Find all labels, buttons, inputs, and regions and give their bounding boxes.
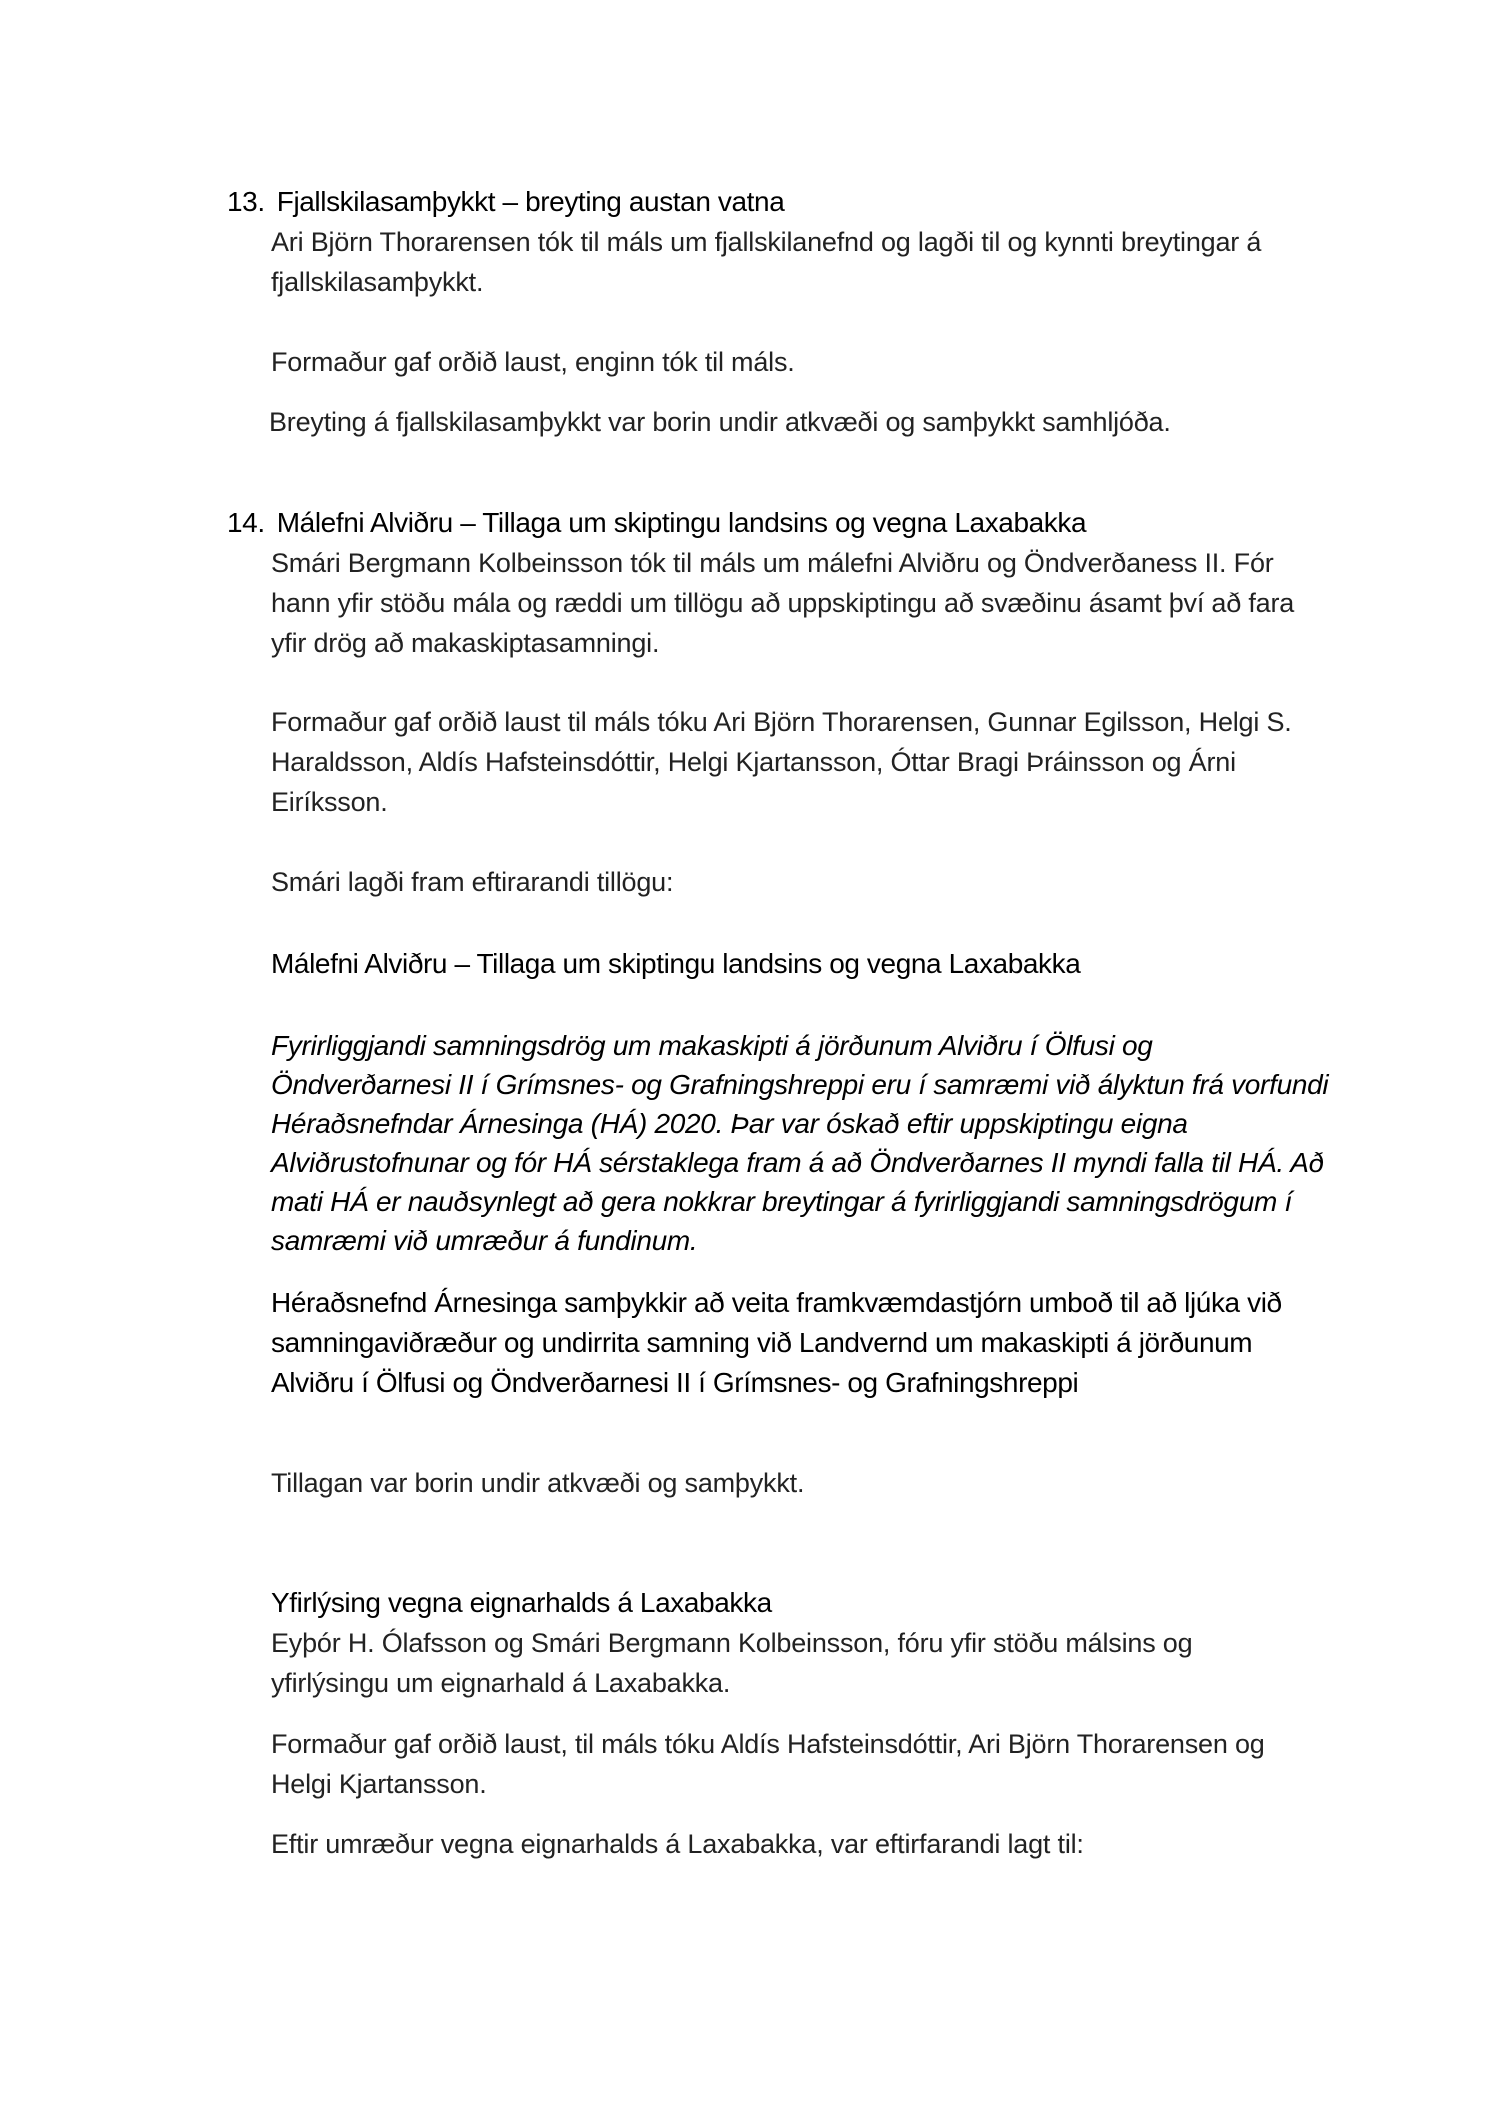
laxabakki-paragraph-2: Formaður gaf orðið laust, til máls tóku Aldís Hafsteinsdóttir, Ari Björn Thorarensen og Helgi Kjartansson. [271, 1729, 1265, 1799]
laxabakki-paragraph-1: Eyþór H. Ólafsson og Smári Bergmann Kolbeinsson, fóru yfir stöðu málsins og yfirlýsingu um eignarhald á Laxabakka. [271, 1628, 1193, 1698]
section-13-title: Fjallskilasamþykkt – breyting austan vatna [276, 186, 785, 217]
laxabakki-heading: Yfirlýsing vegna eignarhalds á Laxabakka [271, 1587, 772, 1618]
section-14-heading [227, 503, 1086, 543]
section-14-paragraph-1: Smári Bergmann Kolbeinsson tók til máls um málefni Alviðru og Öndverðaness II. Fór hann yfir stöðu mála og ræddi um tillögu að uppskiptingu að svæðinu ásamt því að fara yfir drög að makaskiptasamningi. [271, 548, 1295, 658]
proposal-italic-text: Fyrirliggjandi samningsdrög um makaskipti á jörðunum Alviðru í Ölfusi og Öndverðarnesi II í Grímsnes- og Grafningshreppi eru í samræmi við ályktun frá vorfundi Héraðsnefndar Árnesinga (HÁ) 2020. Þar var óskað eftir uppskiptingu eigna Alviðrustofnunar og fór HÁ sérstaklega fram á að Öndverðarnes II myndi falla til HÁ. Að mati HÁ er nauðsynlegt að gera nokkrar breytingar á fyrirliggjandi samningsdrögum í samræmi við umræður á fundinum. [271, 1030, 1329, 1256]
section-13-paragraph-2: Formaður gaf orðið laust, enginn tók til máls. [271, 347, 795, 377]
proposal-resolution: Héraðsnefnd Árnesinga samþykkir að veita framkvæmdastjórn umboð til að ljúka við samningaviðræður og undirrita samning við Landvernd um makaskipti á jörðunum Alviðru í Ölfusi og Öndverðarnesi II í Grímsnes- og Grafningshreppi [271, 1287, 1282, 1398]
section-13-paragraph-1: Ari Björn Thorarensen tók til máls um fjallskilanefnd og lagði til og kynnti breytingar á fjallskilasamþykkt. [271, 227, 1262, 297]
section-14-title: Málefni Alviðru – Tillaga um skiptingu landsins og vegna Laxabakka [276, 507, 1087, 538]
section-14-paragraph-4: Tillagan var borin undir atkvæði og samþykkt. [271, 1468, 805, 1498]
section-13-paragraph-3: Breyting á fjallskilasamþykkt var borin undir atkvæði og samþykkt samhljóða. [269, 407, 1171, 437]
section-14-paragraph-2: Formaður gaf orðið laust til máls tóku Ari Björn Thorarensen, Gunnar Egilsson, Helgi S. Haraldsson, Aldís Hafsteinsdóttir, Helgi Kjartansson, Óttar Bragi Þráinsson og Árni Eiríksson. [271, 707, 1292, 817]
section-14-number: 14. [227, 507, 265, 538]
proposal-title: Málefni Alviðru – Tillaga um skiptingu landsins og vegna Laxabakka [271, 948, 1081, 979]
section-13-heading [227, 182, 784, 222]
section-14-paragraph-3: Smári lagði fram eftirarandi tillögu: [271, 867, 674, 897]
laxabakki-paragraph-3: Eftir umræður vegna eignarhalds á Laxabakka, var eftirfarandi lagt til: [271, 1829, 1084, 1859]
section-13-number: 13. [227, 186, 265, 217]
